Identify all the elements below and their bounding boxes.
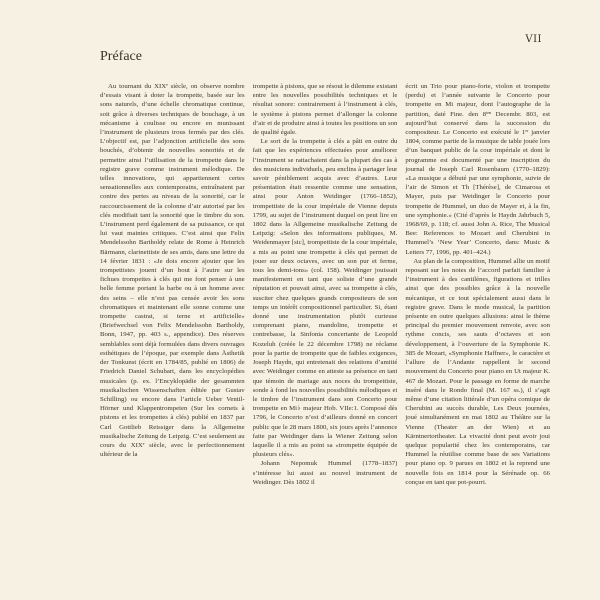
text-columns	[100, 82, 550, 582]
paragraph: Johann Nepomuk Hummel (1778–1837) s’intéresse lui aussi au nouvel instrument de Weidinger. Dès 1802 il	[252, 460, 398, 486]
text-column-3	[405, 82, 550, 582]
page-number: VII	[525, 34, 542, 45]
text-column-2	[253, 82, 398, 582]
paragraph: Le sort de la trompette à clés a pâti en outre du fait que les expériences effectuées pour améliorer l’instrument se rattachaient dans la plupart des cas à des musiciens individuels, peu enclins à partager leur savoir péniblement acquis avec d’autres. Leur présentation était ressentie comme une sensation, ainsi pour Anton Weidinger (1766–1852), trompettiste de la cour impériale de Vienne depuis 1799, au sujet de l’instrument duquel on peut lire en 1802 dans la Allgemeine musikalische Zeitung de Leipzig: «Selon des informations publiques, M. Weidenmayer [sic], trompettiste de la cour impériale, a mis au point une trompette à clés qui permet de jouer sur deux octaves, avec un son pur et ferme, tous les demi-tons» (col. 158). Weidinger jouissait manifestement en tant que soliste d’une grande réputation et pouvait ainsi, avec sa trompette à clés, susciter chez quelques grands compositeurs de son temps un intérêt compositionnel particulier. Si, étant donné une instrumentation plutôt curieuse comprenant piano, mandoline, trompette et contrebasse, la Sinfonia concertante de Leopold Kozeluh (créée le 22 décembre 1798) ne réclame pour la partie de trompette que de faibles exigences, Joseph Haydn, qui entretenait des relations d’amitié avec Weidinger comme en atteste sa présence en tant que témoin de mariage aux noces du trompettiste, sonde à fond les nouvelles possibilités mélodiques et le timbre de l’instrument dans son Concerto pour trompette en Mi♭ majeur Hob. VIIe:1. Composé dès 1796, le Concerto n’est d’ailleurs donné en concert public que le 28 mars 1800, six jours après l’annonce faite par Weidinger dans la Wiener Zeitung selon laquelle il a mis au point sa «trompette équipée de plusieurs clés».	[252, 138, 398, 459]
paragraph: Au plan de la composition, Hummel allie un motif reposant sur les notes de l’accord parfait familier à l’instrument à des cantilènes, figurations et trilles ainsi que des possibles grâce à la nouvelle mécanique, et ce tout spécialement aussi dans le registre grave. Dans le mode musical, la partition présente en outre quelques allusions: ainsi le thème principal du premier mouvement renvoie, avec son rythme concis, ses sauts d’octaves et son développement, à l’ouverture de la Symphonie K. 385 de Mozart, «Symphonie Haffner», le caractère et l’allure de l’Andante rappellent le second mouvement du Concerto pour piano en Ut majeur K. 467 de Mozart. Pour le passage en forme de marche inséré dans le Rondo final (M. 167 ss.), il s’agit même d’une citation littérale d’un opéra comique de Cherubini au succès durable, Les Deux journées, joué simultanément en mai 1802 au Théâtre sur la Vienne (Theater an der Wien) et au Kärntnertortheater. La vivacité dont peut avoir joui quelque popularité chez les contemporains, car Hummel la réutilise comme base de ses Variations pour piano op. 9 parues en 1802 et la reprend une nouvelle fois en 1814 pour la Sérénade op. 66 conçue en tant que pot-pourri.	[405, 257, 551, 486]
paragraph: trompette à pistons, que se résout le dilemme existant entre les nouvelles possibilités techniques et le résultat sonore: contrairement à l’instrument à clés, le système à pistons permet d’allonger la colonne d’air et de produire ainsi à toutes les positions un son de qualité égale.	[252, 83, 398, 137]
paragraph: Au tournant du XIXᵉ siècle, on observe nombre d’essais visant à doter la trompette, basée sur les sons naturels, d’une échelle chromatique continue, soit grâce à diverses techniques de bouchage, à un mécanisme à coulisse ou encore en munissant l’instrument de plusieurs trous fermés par des clés. L’objectif est, par l’adjonction artificielle des sons bouchés, d’obtenir de nouvelles sonorités et de permettre ainsi l’utilisation de la trompette dans le registre grave comme instrument mélodique. De telles innovations, qui appartiennent certes sensationnelles aux contemporains, entraînaient par contre des pertes au niveau de la sonorité, car le raccourcissement de la colonne d’air autorisé par les clés modifiait tant la sonorité que le timbre du son. L’instrument perd également de sa puissance, ce qui lui vaut maintes critiques. C’est ainsi que Felix Mendelssohn Bartholdy relate de Rome à Heinrich Bärmann, clarinettiste de ses amis, dans une lettre du 14 février 1831 : «Je dois encore ajouter que les trompettistes jouent d’un bout à l’autre sur les fichues trompettes à clés qui me font penser à une belle femme portant la barbe ou à un homme avec des seins – elle n’est pas censée avoir les sons chromatiques et maintenant elle sonne comme une trompette castrat, si terne et artificielle» (Briefwechsel von Felix Mendelssohn Bartholdy, Bonn, 1947, pp. 403 s., appendice). Des réserves semblables sont déjà formulées dans divers ouvrages esthétiques de l’époque, par exemple dans Ästhetik der Tonkunst (écrit en 1784/85, publié en 1806) de Friedrich Daniel Schubart, dans les encyclopédies musicales (p. ex. l’Encyklopädie der gesammten musikalischen Wissenschaften éditée par Gustav Schilling) ou encore dans l’article Ueber Ventil-Hörner und Klappentrompeten (Sur les cornets à pistons et les trompettes à clés) publié en 1837 par Carl Gottlieb Reissiger dans la Allgemeine musikalische Zeitung de Leipzig. C’est seulement au cours du XIXᵉ siècle, avec le perfectionnement ultérieur de la	[100, 83, 245, 459]
paragraph: écrit un Trio pour piano-forte, violon et trompette (perdu) et l’année suivante le Concerto pour trompette en Mi majeur, dont l’autographe de la partition, daté Fine. den 8ᵗᵉⁿ Decembr. 803, est aujourd’hui conservé dans la succession du compositeur. Le Concerto est exécuté le 1ᵉʳ janvier 1804, comme partie de la musique de table jouée lors d’un banquet public de la cour impériale et dont le programme est documenté par une inscription du journal de Joseph Carl Rosenbaum (1770–1829): «La musique a débuté par une symphonie, suivie de l’air de Simon et Th [Thérèse], de Cimarosa et Mayer, puis par Weidinger le Concerto pour trompette de Hummel, un duo de Mayer et, à la fin, une symphonie.» (Cité d’après le Haydn Jahrbuch 5, 1968/69, p. 118; cf. aussi John A. Rice, The Musical Bee: References to Mozart and Cherubini in Hummel’s ‘New Year’ Concerto, dans: Music & Letters 77, 1996, pp. 401–424.)	[405, 83, 551, 256]
text-column-1	[100, 82, 245, 582]
page-title: Préface	[100, 49, 142, 64]
